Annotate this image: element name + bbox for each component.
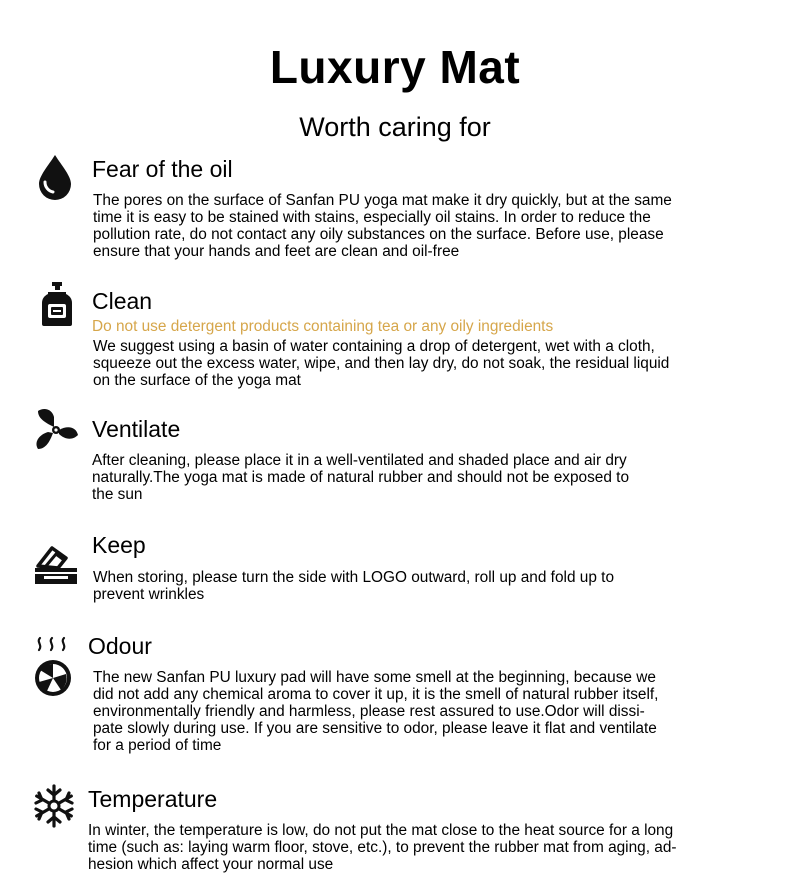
body-line: time (such as: laying warm floor, stove, etc.), to prevent the rubber mat from aging, ad- — [88, 839, 677, 856]
section-heading: Temperature — [88, 786, 218, 812]
soap-bottle-icon — [32, 280, 80, 328]
body-line: pollution rate, do not contact any oily substances on the surface. Before use, please — [93, 226, 664, 243]
body-line: time it is easy to be stained with stains, especially oil stains. In order to reduce the — [93, 209, 651, 226]
body-line: pate slowly during use. If you are sensitive to odor, please leave it flat and ventilate — [93, 720, 657, 737]
body-line: the sun — [92, 486, 143, 503]
section-heading: Clean — [92, 288, 153, 314]
fan-icon — [32, 405, 80, 453]
section-body — [92, 452, 772, 503]
section-heading: Keep — [92, 532, 146, 558]
body-line: In winter, the temperature is low, do not put the mat close to the heat source for a long — [88, 822, 674, 839]
section-heading: Odour — [88, 633, 152, 659]
body-line: did not add any chemical aroma to cover it up, it is the smell of natural rubber itself, — [93, 686, 659, 703]
section-body — [93, 669, 773, 754]
odour-wheel-icon — [30, 636, 78, 700]
body-line: The new Sanfan PU luxury pad will have some smell at the beginning, because we — [93, 669, 656, 686]
section-body — [93, 192, 773, 260]
body-line: After cleaning, please place it in a well-ventilated and shaded place and air dry — [92, 452, 627, 469]
body-line: squeeze out the excess water, wipe, and then lay dry, do not soak, the residual liquid — [93, 355, 670, 372]
page-subtitle: Worth caring for — [299, 112, 491, 142]
body-line: ensure that your hands and feet are clean and oil-free — [93, 243, 460, 260]
section-body — [88, 822, 768, 873]
storage-box-icon — [32, 538, 80, 586]
body-line: naturally.The yoga mat is made of natural rubber and should not be exposed to — [92, 469, 630, 486]
section-heading: Ventilate — [92, 416, 181, 442]
oil-drop-icon — [31, 152, 79, 200]
section-heading: Fear of the oil — [92, 156, 233, 182]
body-line: environmentally friendly and harmless, please rest assured to use.Odor will dissi- — [93, 703, 645, 720]
snowflake-icon — [30, 782, 78, 830]
body-line: hesion which affect your normal use — [88, 856, 334, 873]
body-line: When storing, please turn the side with LOGO outward, roll up and fold up to — [93, 569, 615, 586]
warning-note: Do not use detergent products containing tea or any oily ingredients — [92, 318, 554, 335]
body-line: for a period of time — [93, 737, 222, 754]
section-body — [93, 569, 773, 603]
body-line: The pores on the surface of Sanfan PU yoga mat make it dry quickly, but at the same — [93, 192, 672, 209]
page-title: Luxury Mat — [269, 41, 521, 93]
body-line: on the surface of the yoga mat — [93, 372, 301, 389]
body-line: prevent wrinkles — [93, 586, 205, 603]
body-line: We suggest using a basin of water containing a drop of detergent, wet with a cloth, — [93, 338, 655, 355]
section-body — [93, 338, 773, 389]
